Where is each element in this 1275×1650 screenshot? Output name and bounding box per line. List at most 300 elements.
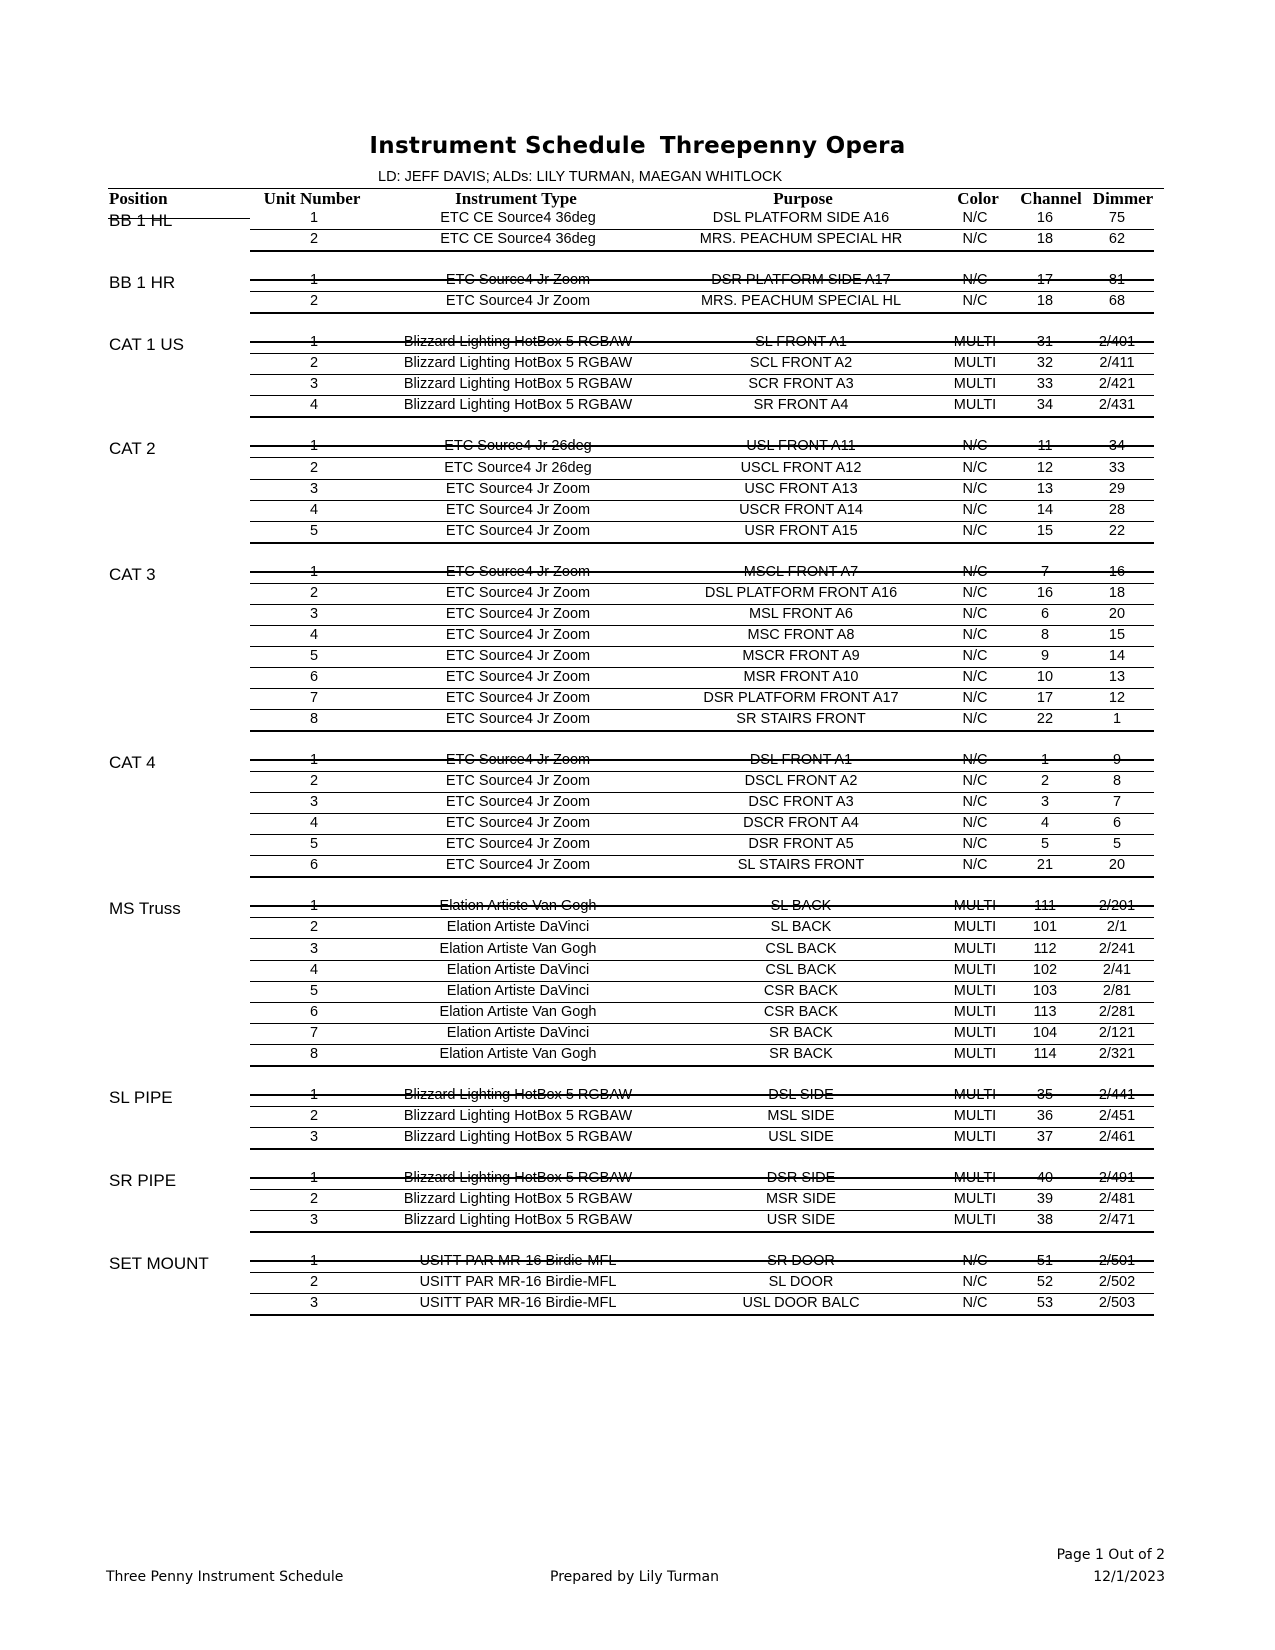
cell-dimmer: 2/401 (1098, 334, 1136, 351)
cell-dimmer: 2/501 (1098, 1253, 1136, 1270)
cell-dimmer: 2/1 (1106, 919, 1128, 936)
cell-unit-number: 2 (309, 773, 319, 790)
cell-dimmer: 2/431 (1098, 397, 1136, 414)
cell-dimmer: 2/81 (1102, 982, 1132, 999)
row-divider (250, 457, 1154, 458)
cell-dimmer: 2/421 (1098, 376, 1136, 393)
cell-purpose: CSR BACK (763, 982, 839, 999)
cell-dimmer: 2/451 (1098, 1107, 1136, 1124)
cell-channel: 40 (1036, 1169, 1054, 1186)
cell-channel: 103 (1032, 982, 1058, 999)
cell-color: N/C (962, 438, 988, 455)
col-header-type: Instrument Type (455, 189, 577, 208)
cell-dimmer: 28 (1108, 501, 1126, 518)
group-top-rule (250, 445, 1154, 447)
cell-purpose: DSL SIDE (768, 1086, 834, 1103)
cell-purpose: SR FRONT A4 (753, 397, 849, 414)
cell-channel: 10 (1036, 668, 1054, 685)
cell-instrument-type: ETC Source4 Jr Zoom (445, 501, 591, 518)
cell-channel: 36 (1036, 1107, 1054, 1124)
cell-purpose: MSR FRONT A10 (743, 668, 859, 685)
cell-color: MULTI (953, 1086, 997, 1103)
cell-unit-number: 2 (309, 1107, 319, 1124)
col-header-color: Color (957, 189, 999, 208)
cell-channel: 9 (1040, 647, 1050, 664)
cell-color: N/C (962, 501, 988, 518)
group-bottom-rule (250, 876, 1154, 878)
cell-color: MULTI (953, 1212, 997, 1228)
cell-instrument-type: Elation Artiste DaVinci (446, 919, 590, 936)
cell-dimmer: 8 (1112, 773, 1122, 790)
row-divider (250, 1127, 1154, 1128)
position-label: CAT 4 (109, 753, 156, 773)
cell-dimmer: 29 (1108, 480, 1126, 497)
group-bottom-rule (250, 1148, 1154, 1150)
cell-unit-number: 3 (309, 940, 319, 957)
cell-unit-number: 3 (309, 480, 319, 497)
cell-channel: 12 (1036, 459, 1054, 476)
cell-instrument-type: ETC Source4 Jr Zoom (445, 668, 591, 685)
cell-color: MULTI (953, 397, 997, 414)
row-divider (250, 479, 1154, 480)
cell-instrument-type: Elation Artiste DaVinci (446, 982, 590, 999)
row-divider (250, 771, 1154, 772)
cell-purpose: SL FRONT A1 (755, 334, 847, 351)
cell-purpose: MRS. PEACHUM SPECIAL HL (700, 293, 902, 310)
row-divider (250, 521, 1154, 522)
cell-dimmer: 1 (1112, 711, 1122, 727)
cell-color: MULTI (953, 940, 997, 957)
cell-channel: 22 (1036, 711, 1054, 727)
cell-unit-number: 3 (309, 376, 319, 393)
cell-color: N/C (962, 605, 988, 622)
cell-instrument-type: ETC Source4 Jr 26deg (444, 438, 592, 455)
row-divider (250, 1210, 1154, 1211)
group-bottom-rule (250, 250, 1154, 252)
cell-purpose: SL STAIRS FRONT (737, 857, 865, 874)
cell-unit-number: 7 (309, 1024, 319, 1041)
cell-unit-number: 1 (309, 752, 319, 769)
cell-purpose: DSL PLATFORM SIDE A16 (712, 210, 890, 226)
cell-color: N/C (962, 1274, 988, 1291)
row-divider (250, 353, 1154, 354)
footer-date: 12/1/2023 (1093, 1569, 1165, 1585)
cell-color: MULTI (953, 1045, 997, 1062)
cell-unit-number: 5 (309, 647, 319, 664)
cell-unit-number: 4 (309, 501, 319, 518)
cell-purpose: DSCR FRONT A4 (743, 815, 859, 832)
cell-unit-number: 4 (309, 397, 319, 414)
cell-instrument-type: ETC Source4 Jr Zoom (445, 815, 591, 832)
cell-instrument-type: ETC Source4 Jr Zoom (445, 836, 591, 853)
row-divider (250, 855, 1154, 856)
cell-unit-number: 1 (309, 898, 319, 915)
cell-purpose: USCL FRONT A12 (740, 459, 862, 476)
cell-dimmer: 22 (1108, 522, 1126, 539)
cell-instrument-type: ETC Source4 Jr Zoom (445, 690, 591, 706)
cell-purpose: SCR FRONT A3 (748, 376, 854, 393)
cell-unit-number: 8 (309, 711, 319, 727)
cell-channel: 102 (1032, 961, 1058, 978)
cell-dimmer: 2/121 (1098, 1024, 1136, 1041)
credits-line: LD: JEFF DAVIS; ALDs: LILY TURMAN, MAEGAN WHITLOCK (378, 169, 783, 185)
cell-purpose: USR FRONT A15 (744, 522, 858, 539)
group-bottom-rule (250, 416, 1154, 418)
group-bottom-rule (250, 1231, 1154, 1233)
cell-purpose: DSR PLATFORM FRONT A17 (703, 690, 899, 706)
cell-instrument-type: Elation Artiste Van Gogh (439, 1045, 597, 1062)
cell-purpose: DSCL FRONT A2 (744, 773, 858, 790)
cell-channel: 7 (1040, 563, 1050, 580)
row-divider (250, 604, 1154, 605)
cell-dimmer: 68 (1108, 293, 1126, 310)
position-label: SET MOUNT (109, 1254, 209, 1274)
cell-unit-number: 1 (309, 1253, 319, 1270)
cell-channel: 35 (1036, 1086, 1054, 1103)
cell-channel: 8 (1040, 626, 1050, 643)
cell-unit-number: 1 (309, 1169, 319, 1186)
row-divider (250, 583, 1154, 584)
cell-color: N/C (962, 584, 988, 601)
cell-instrument-type: ETC Source4 Jr 26deg (444, 459, 592, 476)
cell-dimmer: 2/503 (1098, 1295, 1136, 1312)
cell-unit-number: 1 (309, 563, 319, 580)
cell-color: N/C (962, 210, 988, 226)
cell-purpose: MSCL FRONT A7 (743, 563, 859, 580)
cell-purpose: DSR PLATFORM SIDE A17 (711, 272, 891, 289)
row-divider (250, 709, 1154, 710)
cell-instrument-type: Elation Artiste Van Gogh (439, 1003, 597, 1020)
cell-color: N/C (962, 668, 988, 685)
position-label: CAT 1 US (109, 335, 184, 355)
cell-purpose: SR DOOR (767, 1253, 835, 1270)
cell-unit-number: 8 (309, 1045, 319, 1062)
cell-color: N/C (962, 522, 988, 539)
cell-unit-number: 3 (309, 1212, 319, 1228)
cell-color: N/C (962, 690, 988, 706)
col-header-dimmer: Dimmer (1092, 189, 1154, 208)
cell-channel: 101 (1032, 919, 1058, 936)
cell-instrument-type: ETC Source4 Jr Zoom (445, 584, 591, 601)
cell-dimmer: 2/241 (1098, 940, 1136, 957)
row-divider (250, 374, 1154, 375)
row-divider (250, 938, 1154, 939)
cell-unit-number: 4 (309, 626, 319, 643)
cell-color: N/C (962, 1253, 988, 1270)
cell-dimmer: 81 (1108, 272, 1126, 289)
cell-channel: 18 (1036, 293, 1054, 310)
row-divider (250, 646, 1154, 647)
cell-channel: 114 (1033, 1045, 1057, 1062)
cell-channel: 6 (1040, 605, 1050, 622)
cell-dimmer: 7 (1112, 794, 1122, 811)
cell-color: N/C (962, 711, 988, 727)
group-top-rule (250, 341, 1154, 343)
group-bottom-rule (250, 730, 1154, 732)
group-top-rule (250, 759, 1154, 761)
row-divider (250, 667, 1154, 668)
cell-unit-number: 6 (309, 668, 319, 685)
cell-instrument-type: ETC Source4 Jr Zoom (445, 794, 591, 811)
cell-unit-number: 4 (309, 961, 319, 978)
cell-dimmer: 15 (1108, 626, 1126, 643)
cell-unit-number: 7 (309, 690, 319, 706)
cell-color: MULTI (953, 355, 997, 372)
cell-color: N/C (962, 563, 988, 580)
cell-purpose: MSR SIDE (765, 1191, 837, 1207)
cell-dimmer: 9 (1112, 752, 1122, 769)
cell-purpose: USL FRONT A11 (746, 438, 856, 455)
cell-color: N/C (962, 1295, 988, 1312)
cell-unit-number: 3 (309, 794, 319, 811)
cell-unit-number: 5 (309, 982, 319, 999)
cell-instrument-type: USITT PAR MR-16 Birdie-MFL (419, 1295, 617, 1312)
cell-instrument-type: Blizzard Lighting HotBox 5 RGBAW (403, 1191, 633, 1207)
cell-unit-number: 6 (309, 1003, 319, 1020)
position-label: SR PIPE (109, 1170, 177, 1190)
cell-purpose: SR STAIRS FRONT (736, 711, 866, 727)
cell-dimmer: 13 (1108, 668, 1126, 685)
cell-color: N/C (962, 459, 988, 476)
footer-prepared-by: Prepared by Lily Turman (550, 1569, 719, 1585)
cell-channel: 104 (1032, 1024, 1058, 1041)
cell-purpose: MSL SIDE (767, 1107, 835, 1124)
cell-dimmer: 14 (1108, 647, 1126, 664)
row-divider (250, 1189, 1154, 1190)
cell-instrument-type: Blizzard Lighting HotBox 5 RGBAW (403, 1086, 633, 1103)
cell-color: MULTI (953, 334, 997, 351)
cell-unit-number: 2 (309, 919, 319, 936)
row-divider (250, 1106, 1154, 1107)
cell-purpose: USCR FRONT A14 (739, 501, 863, 518)
cell-unit-number: 3 (309, 1128, 319, 1145)
cell-instrument-type: ETC Source4 Jr Zoom (445, 272, 591, 289)
row-divider (250, 1044, 1154, 1045)
cell-dimmer: 2/471 (1098, 1212, 1136, 1228)
cell-purpose: MSC FRONT A8 (747, 626, 855, 643)
cell-unit-number: 2 (309, 231, 319, 248)
group-bottom-rule (250, 1065, 1154, 1067)
cell-purpose: DSL PLATFORM FRONT A16 (704, 584, 898, 601)
cell-color: MULTI (953, 1107, 997, 1124)
row-divider (250, 1002, 1154, 1003)
cell-purpose: USL SIDE (768, 1128, 834, 1145)
cell-color: N/C (962, 647, 988, 664)
cell-channel: 3 (1040, 794, 1050, 811)
position-label: BB 1 HL (109, 211, 173, 230)
cell-instrument-type: Blizzard Lighting HotBox 5 RGBAW (403, 397, 633, 414)
cell-color: N/C (962, 480, 988, 497)
cell-dimmer: 20 (1108, 857, 1126, 874)
cell-purpose: SCL FRONT A2 (749, 355, 853, 372)
cell-instrument-type: ETC Source4 Jr Zoom (445, 711, 591, 727)
cell-instrument-type: ETC Source4 Jr Zoom (445, 522, 591, 539)
cell-purpose: MSCR FRONT A9 (742, 647, 860, 664)
col-header-unit: Unit Number (263, 189, 361, 208)
cell-channel: 53 (1036, 1295, 1054, 1312)
cell-purpose: SL BACK (770, 919, 832, 936)
row-divider (250, 1023, 1154, 1024)
cell-dimmer: 2/481 (1098, 1191, 1136, 1207)
group-top-rule (250, 1094, 1154, 1096)
cell-dimmer: 20 (1108, 605, 1126, 622)
cell-color: N/C (962, 794, 988, 811)
cell-dimmer: 2/441 (1098, 1086, 1136, 1103)
cell-channel: 52 (1036, 1274, 1054, 1291)
cell-dimmer: 18 (1108, 584, 1126, 601)
cell-dimmer: 62 (1108, 231, 1126, 248)
row-divider (250, 229, 1154, 230)
cell-channel: 37 (1036, 1128, 1054, 1145)
cell-instrument-type: Blizzard Lighting HotBox 5 RGBAW (403, 376, 633, 393)
cell-channel: 13 (1036, 480, 1054, 497)
cell-color: N/C (962, 293, 988, 310)
cell-channel: 18 (1036, 231, 1054, 248)
row-divider (250, 792, 1154, 793)
cell-color: MULTI (953, 919, 997, 936)
cell-color: N/C (962, 626, 988, 643)
cell-dimmer: 2/321 (1098, 1045, 1136, 1062)
footer-document-name: Three Penny Instrument Schedule (106, 1569, 344, 1585)
position-label: CAT 3 (109, 564, 156, 584)
cell-purpose: CSL BACK (765, 940, 837, 957)
cell-channel: 15 (1036, 522, 1054, 539)
cell-unit-number: 2 (309, 1191, 319, 1207)
row-divider (250, 688, 1154, 689)
cell-instrument-type: Blizzard Lighting HotBox 5 RGBAW (403, 1212, 633, 1228)
cell-unit-number: 3 (309, 1295, 319, 1312)
cell-color: N/C (962, 773, 988, 790)
cell-instrument-type: ETC Source4 Jr Zoom (445, 647, 591, 664)
group-top-rule (250, 571, 1154, 573)
cell-channel: 111 (1033, 898, 1057, 915)
cell-color: N/C (962, 231, 988, 248)
cell-instrument-type: Blizzard Lighting HotBox 5 RGBAW (403, 1169, 633, 1186)
cell-unit-number: 5 (309, 522, 319, 539)
row-divider (250, 981, 1154, 982)
cell-instrument-type: Blizzard Lighting HotBox 5 RGBAW (403, 334, 633, 351)
cell-purpose: SL DOOR (768, 1274, 834, 1291)
cell-unit-number: 5 (309, 836, 319, 853)
row-divider (250, 834, 1154, 835)
cell-channel: 31 (1036, 334, 1054, 351)
cell-purpose: MSL FRONT A6 (749, 605, 853, 622)
cell-channel: 1 (1040, 752, 1050, 769)
col-header-channel: Channel (1020, 189, 1082, 208)
cell-instrument-type: ETC Source4 Jr Zoom (445, 857, 591, 874)
cell-instrument-type: ETC Source4 Jr Zoom (445, 293, 591, 310)
cell-color: MULTI (953, 1191, 997, 1207)
cell-dimmer: 2/461 (1098, 1128, 1136, 1145)
cell-unit-number: 1 (309, 210, 319, 226)
cell-purpose: DSL FRONT A1 (749, 752, 853, 769)
cell-color: MULTI (953, 1128, 997, 1145)
row-divider (250, 625, 1154, 626)
cell-purpose: MRS. PEACHUM SPECIAL HR (699, 231, 903, 248)
cell-unit-number: 4 (309, 815, 319, 832)
cell-color: MULTI (953, 1003, 997, 1020)
cell-dimmer: 12 (1108, 690, 1126, 706)
group-bottom-rule (250, 1314, 1154, 1316)
position-label: CAT 2 (109, 439, 156, 459)
cell-instrument-type: Blizzard Lighting HotBox 5 RGBAW (403, 1128, 633, 1145)
cell-channel: 17 (1036, 690, 1054, 706)
cell-unit-number: 2 (309, 584, 319, 601)
cell-color: N/C (962, 857, 988, 874)
cell-channel: 32 (1036, 355, 1054, 372)
cell-dimmer: 75 (1108, 210, 1126, 226)
cell-instrument-type: ETC Source4 Jr Zoom (445, 605, 591, 622)
cell-color: MULTI (953, 982, 997, 999)
cell-dimmer: 2/201 (1098, 898, 1136, 915)
cell-color: N/C (962, 752, 988, 769)
position-label: SL PIPE (109, 1087, 173, 1107)
cell-instrument-type: ETC Source4 Jr Zoom (445, 563, 591, 580)
cell-unit-number: 2 (309, 459, 319, 476)
cell-unit-number: 2 (309, 293, 319, 310)
cell-instrument-type: ETC Source4 Jr Zoom (445, 480, 591, 497)
row-divider (250, 1272, 1154, 1273)
cell-channel: 17 (1036, 272, 1054, 289)
cell-instrument-type: ETC Source4 Jr Zoom (445, 626, 591, 643)
cell-unit-number: 6 (309, 857, 319, 874)
group-top-rule (250, 1260, 1154, 1262)
cell-color: MULTI (953, 1024, 997, 1041)
cell-dimmer: 2/41 (1102, 961, 1132, 978)
cell-channel: 16 (1036, 210, 1054, 226)
row-divider (250, 500, 1154, 501)
cell-channel: 38 (1036, 1212, 1054, 1228)
position-label: MS Truss (109, 899, 181, 919)
cell-instrument-type: Elation Artiste DaVinci (446, 961, 590, 978)
cell-channel: 51 (1036, 1253, 1054, 1270)
cell-dimmer: 16 (1108, 563, 1126, 580)
cell-instrument-type: Elation Artiste Van Gogh (439, 940, 597, 957)
group-bottom-rule (250, 542, 1154, 544)
cell-instrument-type: USITT PAR MR-16 Birdie-MFL (419, 1253, 617, 1270)
cell-purpose: SR BACK (769, 1045, 833, 1062)
cell-purpose: USR SIDE (766, 1212, 836, 1228)
row-divider (250, 1293, 1154, 1294)
col-header-position: Position (109, 189, 168, 208)
cell-dimmer: 2/502 (1098, 1274, 1136, 1291)
cell-channel: 34 (1036, 397, 1054, 414)
cell-unit-number: 1 (309, 272, 319, 289)
position-underline (108, 218, 250, 219)
cell-unit-number: 3 (309, 605, 319, 622)
cell-dimmer: 2/491 (1098, 1169, 1136, 1186)
cell-channel: 21 (1036, 857, 1054, 874)
cell-instrument-type: ETC CE Source4 36deg (440, 231, 596, 248)
title-right: Threepenny Opera (659, 133, 906, 159)
cell-unit-number: 2 (309, 1274, 319, 1291)
cell-channel: 112 (1033, 940, 1057, 957)
col-header-purpose: Purpose (773, 189, 833, 208)
cell-color: MULTI (953, 961, 997, 978)
cell-instrument-type: Blizzard Lighting HotBox 5 RGBAW (403, 1107, 633, 1124)
title-left: Instrument Schedule (369, 133, 646, 159)
cell-color: MULTI (953, 376, 997, 393)
cell-color: N/C (962, 815, 988, 832)
row-divider (250, 917, 1154, 918)
cell-color: MULTI (953, 898, 997, 915)
cell-instrument-type: Elation Artiste Van Gogh (439, 898, 597, 915)
cell-instrument-type: Blizzard Lighting HotBox 5 RGBAW (403, 355, 633, 372)
cell-dimmer: 34 (1108, 438, 1126, 455)
cell-dimmer: 5 (1112, 836, 1122, 853)
group-top-rule (250, 279, 1154, 281)
cell-color: N/C (962, 836, 988, 853)
